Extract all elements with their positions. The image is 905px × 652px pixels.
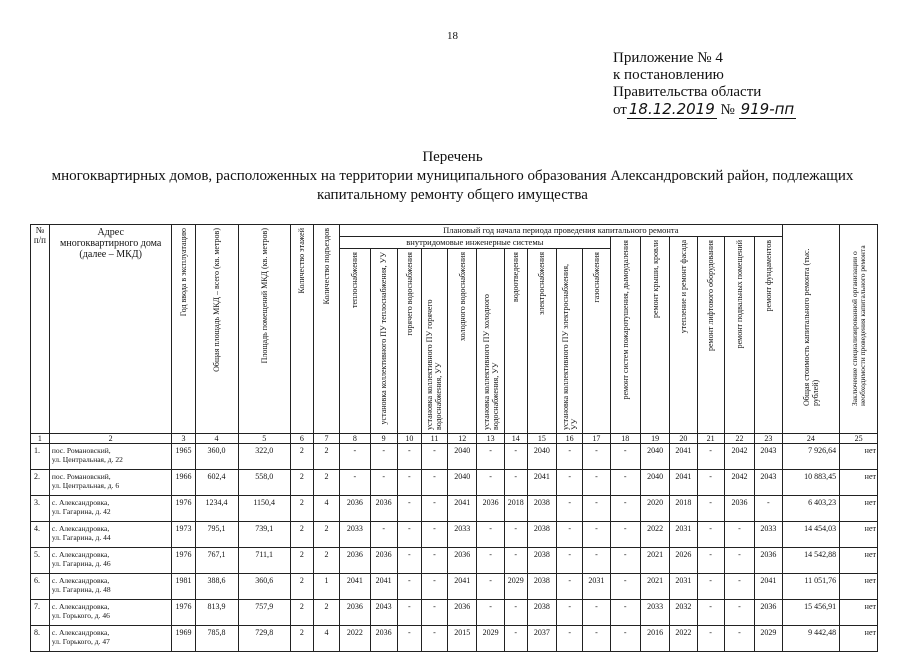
cell-plan-year: 2033 xyxy=(755,522,782,548)
cell-plan-year: 2036 xyxy=(370,496,397,522)
cell-plan-year: 2038 xyxy=(527,522,556,548)
header-other-3: ремонт лифтового оборудования xyxy=(697,237,724,434)
cell-total-area: 602,4 xyxy=(195,470,238,496)
cell-plan-year: - xyxy=(697,470,724,496)
cell-address xyxy=(49,444,172,470)
cell-floors: 2 xyxy=(290,496,313,522)
cell-plan-year: 2036 xyxy=(340,496,370,522)
column-index: 2 xyxy=(49,434,172,444)
cell-plan-year: - xyxy=(610,496,640,522)
cell-plan-year: 2038 xyxy=(527,548,556,574)
column-index: 4 xyxy=(195,434,238,444)
cell-plan-year: 2038 xyxy=(527,574,556,600)
column-index: 8 xyxy=(340,434,370,444)
cell-year-built: 1966 xyxy=(172,470,195,496)
column-index: 25 xyxy=(840,434,878,444)
cell-plan-year: 2041 xyxy=(340,574,370,600)
cell-plan-year: 2015 xyxy=(448,626,477,652)
cell-plan-year: - xyxy=(477,470,504,496)
cell-plan-year: - xyxy=(477,600,504,626)
column-index: 15 xyxy=(527,434,556,444)
header-entrances: Количество подъездов xyxy=(313,225,339,434)
cell-plan-year: - xyxy=(397,522,421,548)
cell-plan-year: 2020 xyxy=(640,496,669,522)
cell-plan-year: - xyxy=(697,626,724,652)
cell-plan-year: - xyxy=(477,548,504,574)
cell-plan-year: 2043 xyxy=(370,600,397,626)
table-body xyxy=(31,444,878,652)
cell-plan-year: 2041 xyxy=(670,444,697,470)
cell-plan-year: 2022 xyxy=(670,626,697,652)
cell-entrances: 2 xyxy=(313,470,339,496)
cell-year-built: 1976 xyxy=(172,496,195,522)
table-row xyxy=(31,548,878,574)
title-line-3: капитальному ремонту общего имущества xyxy=(317,187,588,203)
address-line-2: ул. Гагарина, д. 42 xyxy=(51,507,111,516)
cell-plan-year: 2036 xyxy=(370,548,397,574)
cell-cost: 15 456,91 xyxy=(782,600,840,626)
header-eng-2: горячего водоснабжения xyxy=(397,249,421,434)
cell-plan-year: - xyxy=(421,522,447,548)
column-index: 23 xyxy=(755,434,782,444)
address-line-2: ул. Гагарина, д. 46 xyxy=(51,559,111,568)
cell-plan-year: 2022 xyxy=(340,626,370,652)
cell-plan-year: 2018 xyxy=(504,496,527,522)
column-index: 18 xyxy=(610,434,640,444)
cell-plan-year: 2040 xyxy=(448,470,477,496)
cell-num: 5. xyxy=(31,548,50,574)
cell-entrances: 2 xyxy=(313,600,339,626)
column-number-row xyxy=(31,434,878,444)
cell-premises-area: 558,0 xyxy=(238,470,290,496)
cell-premises-area: 729,8 xyxy=(238,626,290,652)
column-index: 22 xyxy=(724,434,754,444)
cell-plan-year: - xyxy=(397,444,421,470)
cell-plan-year: - xyxy=(724,522,754,548)
cell-plan-year: - xyxy=(583,522,610,548)
cell-cost: 14 454,03 xyxy=(782,522,840,548)
cell-plan-year: 2031 xyxy=(583,574,610,600)
number-prefix: № xyxy=(720,102,735,118)
title-line-1: Перечень xyxy=(422,149,483,165)
cell-total-area: 767,1 xyxy=(195,548,238,574)
cell-plan-year: 2042 xyxy=(724,444,754,470)
column-index: 5 xyxy=(238,434,290,444)
cell-conclusion: нет xyxy=(840,522,878,548)
cell-num: 2. xyxy=(31,470,50,496)
cell-plan-year: - xyxy=(397,626,421,652)
table-row xyxy=(31,600,878,626)
cell-plan-year: - xyxy=(504,470,527,496)
header-other-5: ремонт фундаментов xyxy=(755,237,782,434)
cell-plan-year: 2036 xyxy=(755,548,782,574)
cell-address xyxy=(49,600,172,626)
cell-plan-year: - xyxy=(370,470,397,496)
cell-num: 8. xyxy=(31,626,50,652)
cell-cost: 14 542,88 xyxy=(782,548,840,574)
cell-plan-year: - xyxy=(477,574,504,600)
header-eng-3: установка коллективного ПУ горячего водоснабжения, УУ xyxy=(421,249,447,434)
cell-plan-year: - xyxy=(610,626,640,652)
cell-total-area: 795,1 xyxy=(195,522,238,548)
header-other-4: ремонт подвальных помещений xyxy=(724,237,754,434)
cell-plan-year: - xyxy=(697,574,724,600)
cell-plan-year: 2036 xyxy=(724,496,754,522)
cell-plan-year: - xyxy=(421,626,447,652)
header-year-built: Год ввода в эксплуатацию xyxy=(172,225,195,434)
cell-entrances: 2 xyxy=(313,522,339,548)
cell-plan-year: - xyxy=(583,496,610,522)
cell-plan-year: - xyxy=(557,574,583,600)
header-eng-6: водоотведения xyxy=(504,249,527,434)
cell-plan-year: 2041 xyxy=(370,574,397,600)
cell-plan-year: - xyxy=(421,600,447,626)
cell-plan-year: 2038 xyxy=(527,496,556,522)
repair-table xyxy=(30,224,878,652)
cell-floors: 2 xyxy=(290,444,313,470)
cell-plan-year: 2042 xyxy=(724,470,754,496)
header-cost: Общая стоимость капитального ремонта (тыс. рублей) xyxy=(782,225,840,434)
header-premises-area: Площадь помещений МКД (кв. метров) xyxy=(238,225,290,434)
cell-cost: 7 926,64 xyxy=(782,444,840,470)
cell-year-built: 1965 xyxy=(172,444,195,470)
column-index: 17 xyxy=(583,434,610,444)
cell-plan-year: 2033 xyxy=(448,522,477,548)
header-eng-8: установка коллективного ПУ электроснабжения, УУ xyxy=(557,249,583,434)
cell-floors: 2 xyxy=(290,548,313,574)
address-line-1: с. Александровка, xyxy=(51,498,110,507)
date-prefix: от xyxy=(613,102,627,118)
cell-plan-year: 2036 xyxy=(340,600,370,626)
cell-plan-year: 2021 xyxy=(640,548,669,574)
cell-num: 6. xyxy=(31,574,50,600)
address-line-1: с. Александровка, xyxy=(51,602,110,611)
cell-plan-year: 2036 xyxy=(477,496,504,522)
cell-floors: 2 xyxy=(290,600,313,626)
cell-plan-year: 2022 xyxy=(640,522,669,548)
column-index: 7 xyxy=(313,434,339,444)
cell-address xyxy=(49,548,172,574)
column-index: 6 xyxy=(290,434,313,444)
cell-entrances: 4 xyxy=(313,626,339,652)
cell-plan-year: - xyxy=(421,470,447,496)
cell-plan-year: - xyxy=(610,470,640,496)
cell-entrances: 2 xyxy=(313,548,339,574)
table-row xyxy=(31,496,878,522)
header-other-0: ремонт систем пожаротушения, дымоудаления xyxy=(610,237,640,434)
header-other-2: утепление и ремонт фасада xyxy=(670,237,697,434)
address-line-1: пос. Романовский, xyxy=(51,472,111,481)
address-line-2: ул. Центральная, д. 22 xyxy=(51,455,123,464)
cell-plan-year: 2040 xyxy=(448,444,477,470)
cell-address xyxy=(49,522,172,548)
cell-plan-year: 2033 xyxy=(340,522,370,548)
cell-plan-year: 2041 xyxy=(527,470,556,496)
cell-plan-year: - xyxy=(557,548,583,574)
cell-year-built: 1981 xyxy=(172,574,195,600)
cell-conclusion: нет xyxy=(840,548,878,574)
cell-plan-year: - xyxy=(583,548,610,574)
cell-plan-year: - xyxy=(421,548,447,574)
cell-plan-year: - xyxy=(697,600,724,626)
cell-premises-area: 322,0 xyxy=(238,444,290,470)
cell-year-built: 1976 xyxy=(172,548,195,574)
cell-cost: 10 883,45 xyxy=(782,470,840,496)
cell-plan-year: 2043 xyxy=(755,444,782,470)
header-address: Адрес многоквартирного дома (далее – МКД) xyxy=(49,225,172,434)
cell-premises-area: 739,1 xyxy=(238,522,290,548)
cell-total-area: 1234,4 xyxy=(195,496,238,522)
cell-plan-year: 2029 xyxy=(755,626,782,652)
cell-plan-year: 2040 xyxy=(640,470,669,496)
address-line-1: пос. Романовский, xyxy=(51,446,111,455)
cell-plan-year: - xyxy=(610,522,640,548)
cell-total-area: 813,9 xyxy=(195,600,238,626)
cell-plan-year: - xyxy=(557,600,583,626)
column-index: 24 xyxy=(782,434,840,444)
cell-plan-year: - xyxy=(610,444,640,470)
appendix-date-line xyxy=(613,101,796,119)
cell-plan-year: 2040 xyxy=(527,444,556,470)
cell-address xyxy=(49,496,172,522)
cell-cost: 6 403,23 xyxy=(782,496,840,522)
address-line-2: ул. Центральная, д. 6 xyxy=(51,481,120,490)
address-line-2: ул. Горького, д. 47 xyxy=(51,637,110,646)
cell-premises-area: 711,1 xyxy=(238,548,290,574)
cell-plan-year: - xyxy=(583,626,610,652)
cell-plan-year: - xyxy=(397,600,421,626)
column-index: 10 xyxy=(397,434,421,444)
cell-plan-year: - xyxy=(397,496,421,522)
address-line-2: ул. Гагарина, д. 44 xyxy=(51,533,111,542)
cell-plan-year: - xyxy=(557,444,583,470)
cell-plan-year: - xyxy=(397,548,421,574)
cell-premises-area: 757,9 xyxy=(238,600,290,626)
header-total-area: Общая площадь МКД – всего (кв. метров) xyxy=(195,225,238,434)
cell-floors: 2 xyxy=(290,522,313,548)
address-line-1: с. Александровка, xyxy=(51,524,110,533)
cell-plan-year: - xyxy=(557,470,583,496)
header-floors: Количество этажей xyxy=(290,225,313,434)
cell-plan-year: 2038 xyxy=(527,600,556,626)
column-index: 12 xyxy=(448,434,477,444)
cell-plan-year: 2036 xyxy=(370,626,397,652)
cell-total-area: 388,6 xyxy=(195,574,238,600)
appendix-line-2: к постановлению xyxy=(613,67,724,83)
column-index: 14 xyxy=(504,434,527,444)
cell-plan-year: - xyxy=(755,496,782,522)
cell-plan-year: 2016 xyxy=(640,626,669,652)
cell-plan-year: 2029 xyxy=(504,574,527,600)
cell-floors: 2 xyxy=(290,470,313,496)
page-number: 18 xyxy=(447,30,458,42)
cell-cost: 11 051,76 xyxy=(782,574,840,600)
cell-plan-year: 2041 xyxy=(670,470,697,496)
header-eng-7: электроснабжения xyxy=(527,249,556,434)
title-line-2: многоквартирных домов, расположенных на территории муниципального образования Александровский район, подлежащих xyxy=(51,168,854,184)
cell-plan-year: - xyxy=(583,470,610,496)
cell-plan-year: - xyxy=(697,496,724,522)
cell-plan-year: - xyxy=(697,444,724,470)
header-eng-4: холодного водоснабжения xyxy=(448,249,477,434)
cell-plan-year: 2029 xyxy=(477,626,504,652)
column-index: 1 xyxy=(31,434,50,444)
address-line-2: ул. Гагарина, д. 48 xyxy=(51,585,111,594)
cell-conclusion: нет xyxy=(840,470,878,496)
cell-plan-year: - xyxy=(504,626,527,652)
column-index-row xyxy=(31,434,878,444)
cell-conclusion: нет xyxy=(840,496,878,522)
cell-plan-year: 2026 xyxy=(670,548,697,574)
header-engineering: внутридомовые инженерные системы xyxy=(340,237,610,249)
cell-plan-year: - xyxy=(610,574,640,600)
cell-conclusion: нет xyxy=(840,626,878,652)
table-row xyxy=(31,522,878,548)
column-index: 21 xyxy=(697,434,724,444)
handwritten-number: 919-пп xyxy=(740,100,795,118)
cell-plan-year: 2036 xyxy=(755,600,782,626)
cell-plan-year: - xyxy=(724,626,754,652)
cell-conclusion: нет xyxy=(840,444,878,470)
cell-address xyxy=(49,626,172,652)
cell-plan-year: 2032 xyxy=(670,600,697,626)
cell-entrances: 4 xyxy=(313,496,339,522)
address-line-2: ул. Горького, д. 46 xyxy=(51,611,110,620)
cell-num: 3. xyxy=(31,496,50,522)
cell-year-built: 1969 xyxy=(172,626,195,652)
cell-plan-year: - xyxy=(477,522,504,548)
cell-address xyxy=(49,574,172,600)
table-row xyxy=(31,626,878,652)
header-eng-9: газоснабжения xyxy=(583,249,610,434)
cell-plan-year: - xyxy=(724,574,754,600)
cell-year-built: 1973 xyxy=(172,522,195,548)
column-index: 3 xyxy=(172,434,195,444)
appendix-line-1: Приложение № 4 xyxy=(613,50,723,66)
cell-plan-year: 2036 xyxy=(448,548,477,574)
cell-plan-year: - xyxy=(504,522,527,548)
document-title xyxy=(0,148,905,205)
cell-plan-year: - xyxy=(697,522,724,548)
cell-premises-area: 360,6 xyxy=(238,574,290,600)
cell-plan-year: 2037 xyxy=(527,626,556,652)
cell-plan-year: 2018 xyxy=(670,496,697,522)
cell-plan-year: 2021 xyxy=(640,574,669,600)
cell-plan-year: - xyxy=(504,548,527,574)
header-eng-5: установка коллективного ПУ холодного водоснабжения, УУ xyxy=(477,249,504,434)
column-index: 13 xyxy=(477,434,504,444)
address-line-1: с. Александровка, xyxy=(51,576,110,585)
cell-plan-year: - xyxy=(504,600,527,626)
header-num: № п/п xyxy=(31,225,50,434)
cell-plan-year: 2036 xyxy=(340,548,370,574)
cell-conclusion: нет xyxy=(840,574,878,600)
cell-entrances: 2 xyxy=(313,444,339,470)
cell-plan-year: - xyxy=(610,600,640,626)
cell-plan-year: 2033 xyxy=(640,600,669,626)
cell-plan-year: 2041 xyxy=(448,574,477,600)
cell-plan-year: 2041 xyxy=(448,496,477,522)
cell-total-area: 360,0 xyxy=(195,444,238,470)
cell-premises-area: 1150,4 xyxy=(238,496,290,522)
cell-floors: 2 xyxy=(290,626,313,652)
cell-plan-year: 2040 xyxy=(640,444,669,470)
table-row xyxy=(31,444,878,470)
cell-plan-year: 2036 xyxy=(448,600,477,626)
cell-plan-year: 2041 xyxy=(755,574,782,600)
cell-plan-year: - xyxy=(340,470,370,496)
cell-plan-year: - xyxy=(583,444,610,470)
cell-plan-year: 2031 xyxy=(670,522,697,548)
cell-total-area: 785,8 xyxy=(195,626,238,652)
cell-plan-year: - xyxy=(397,470,421,496)
cell-plan-year: - xyxy=(583,600,610,626)
column-index: 20 xyxy=(670,434,697,444)
cell-year-built: 1976 xyxy=(172,600,195,626)
cell-plan-year: - xyxy=(370,522,397,548)
cell-plan-year: - xyxy=(421,496,447,522)
cell-plan-year: - xyxy=(724,548,754,574)
cell-plan-year: - xyxy=(370,444,397,470)
cell-entrances: 1 xyxy=(313,574,339,600)
cell-conclusion: нет xyxy=(840,600,878,626)
handwritten-date: 18.12.2019 xyxy=(628,100,715,118)
cell-plan-year: 2043 xyxy=(755,470,782,496)
cell-plan-year: - xyxy=(421,444,447,470)
cell-address xyxy=(49,470,172,496)
cell-num: 7. xyxy=(31,600,50,626)
address-line-1: с. Александровка, xyxy=(51,628,110,637)
header-conclusion: Заключение специализированной организации о необходимости проведения капитального ремонта xyxy=(840,225,878,434)
cell-plan-year: - xyxy=(697,548,724,574)
appendix-line-3: Правительства области xyxy=(613,84,762,100)
header-eng-0: теплоснабжения xyxy=(340,249,370,434)
column-index: 9 xyxy=(370,434,397,444)
column-index: 16 xyxy=(557,434,583,444)
cell-floors: 2 xyxy=(290,574,313,600)
column-index: 19 xyxy=(640,434,669,444)
cell-plan-year: - xyxy=(557,522,583,548)
cell-plan-year: - xyxy=(504,444,527,470)
cell-plan-year: - xyxy=(397,574,421,600)
address-line-1: с. Александровка, xyxy=(51,550,110,559)
cell-plan-year: 2031 xyxy=(670,574,697,600)
cell-cost: 9 442,48 xyxy=(782,626,840,652)
cell-num: 4. xyxy=(31,522,50,548)
cell-plan-year: - xyxy=(340,444,370,470)
cell-plan-year: - xyxy=(421,574,447,600)
cell-plan-year: - xyxy=(724,600,754,626)
appendix-block xyxy=(613,50,796,119)
header-other-1: ремонт крыши, кровли xyxy=(640,237,669,434)
cell-plan-year: - xyxy=(557,626,583,652)
table-row xyxy=(31,470,878,496)
cell-plan-year: - xyxy=(610,548,640,574)
header-eng-1: установка коллективного ПУ теплоснабжения, УУ xyxy=(370,249,397,434)
cell-plan-year: - xyxy=(557,496,583,522)
header-planned-year: Плановый год начала периода проведения капитального ремонта xyxy=(340,225,782,237)
cell-num: 1. xyxy=(31,444,50,470)
table-row xyxy=(31,574,878,600)
column-index: 11 xyxy=(421,434,447,444)
cell-plan-year: - xyxy=(477,444,504,470)
